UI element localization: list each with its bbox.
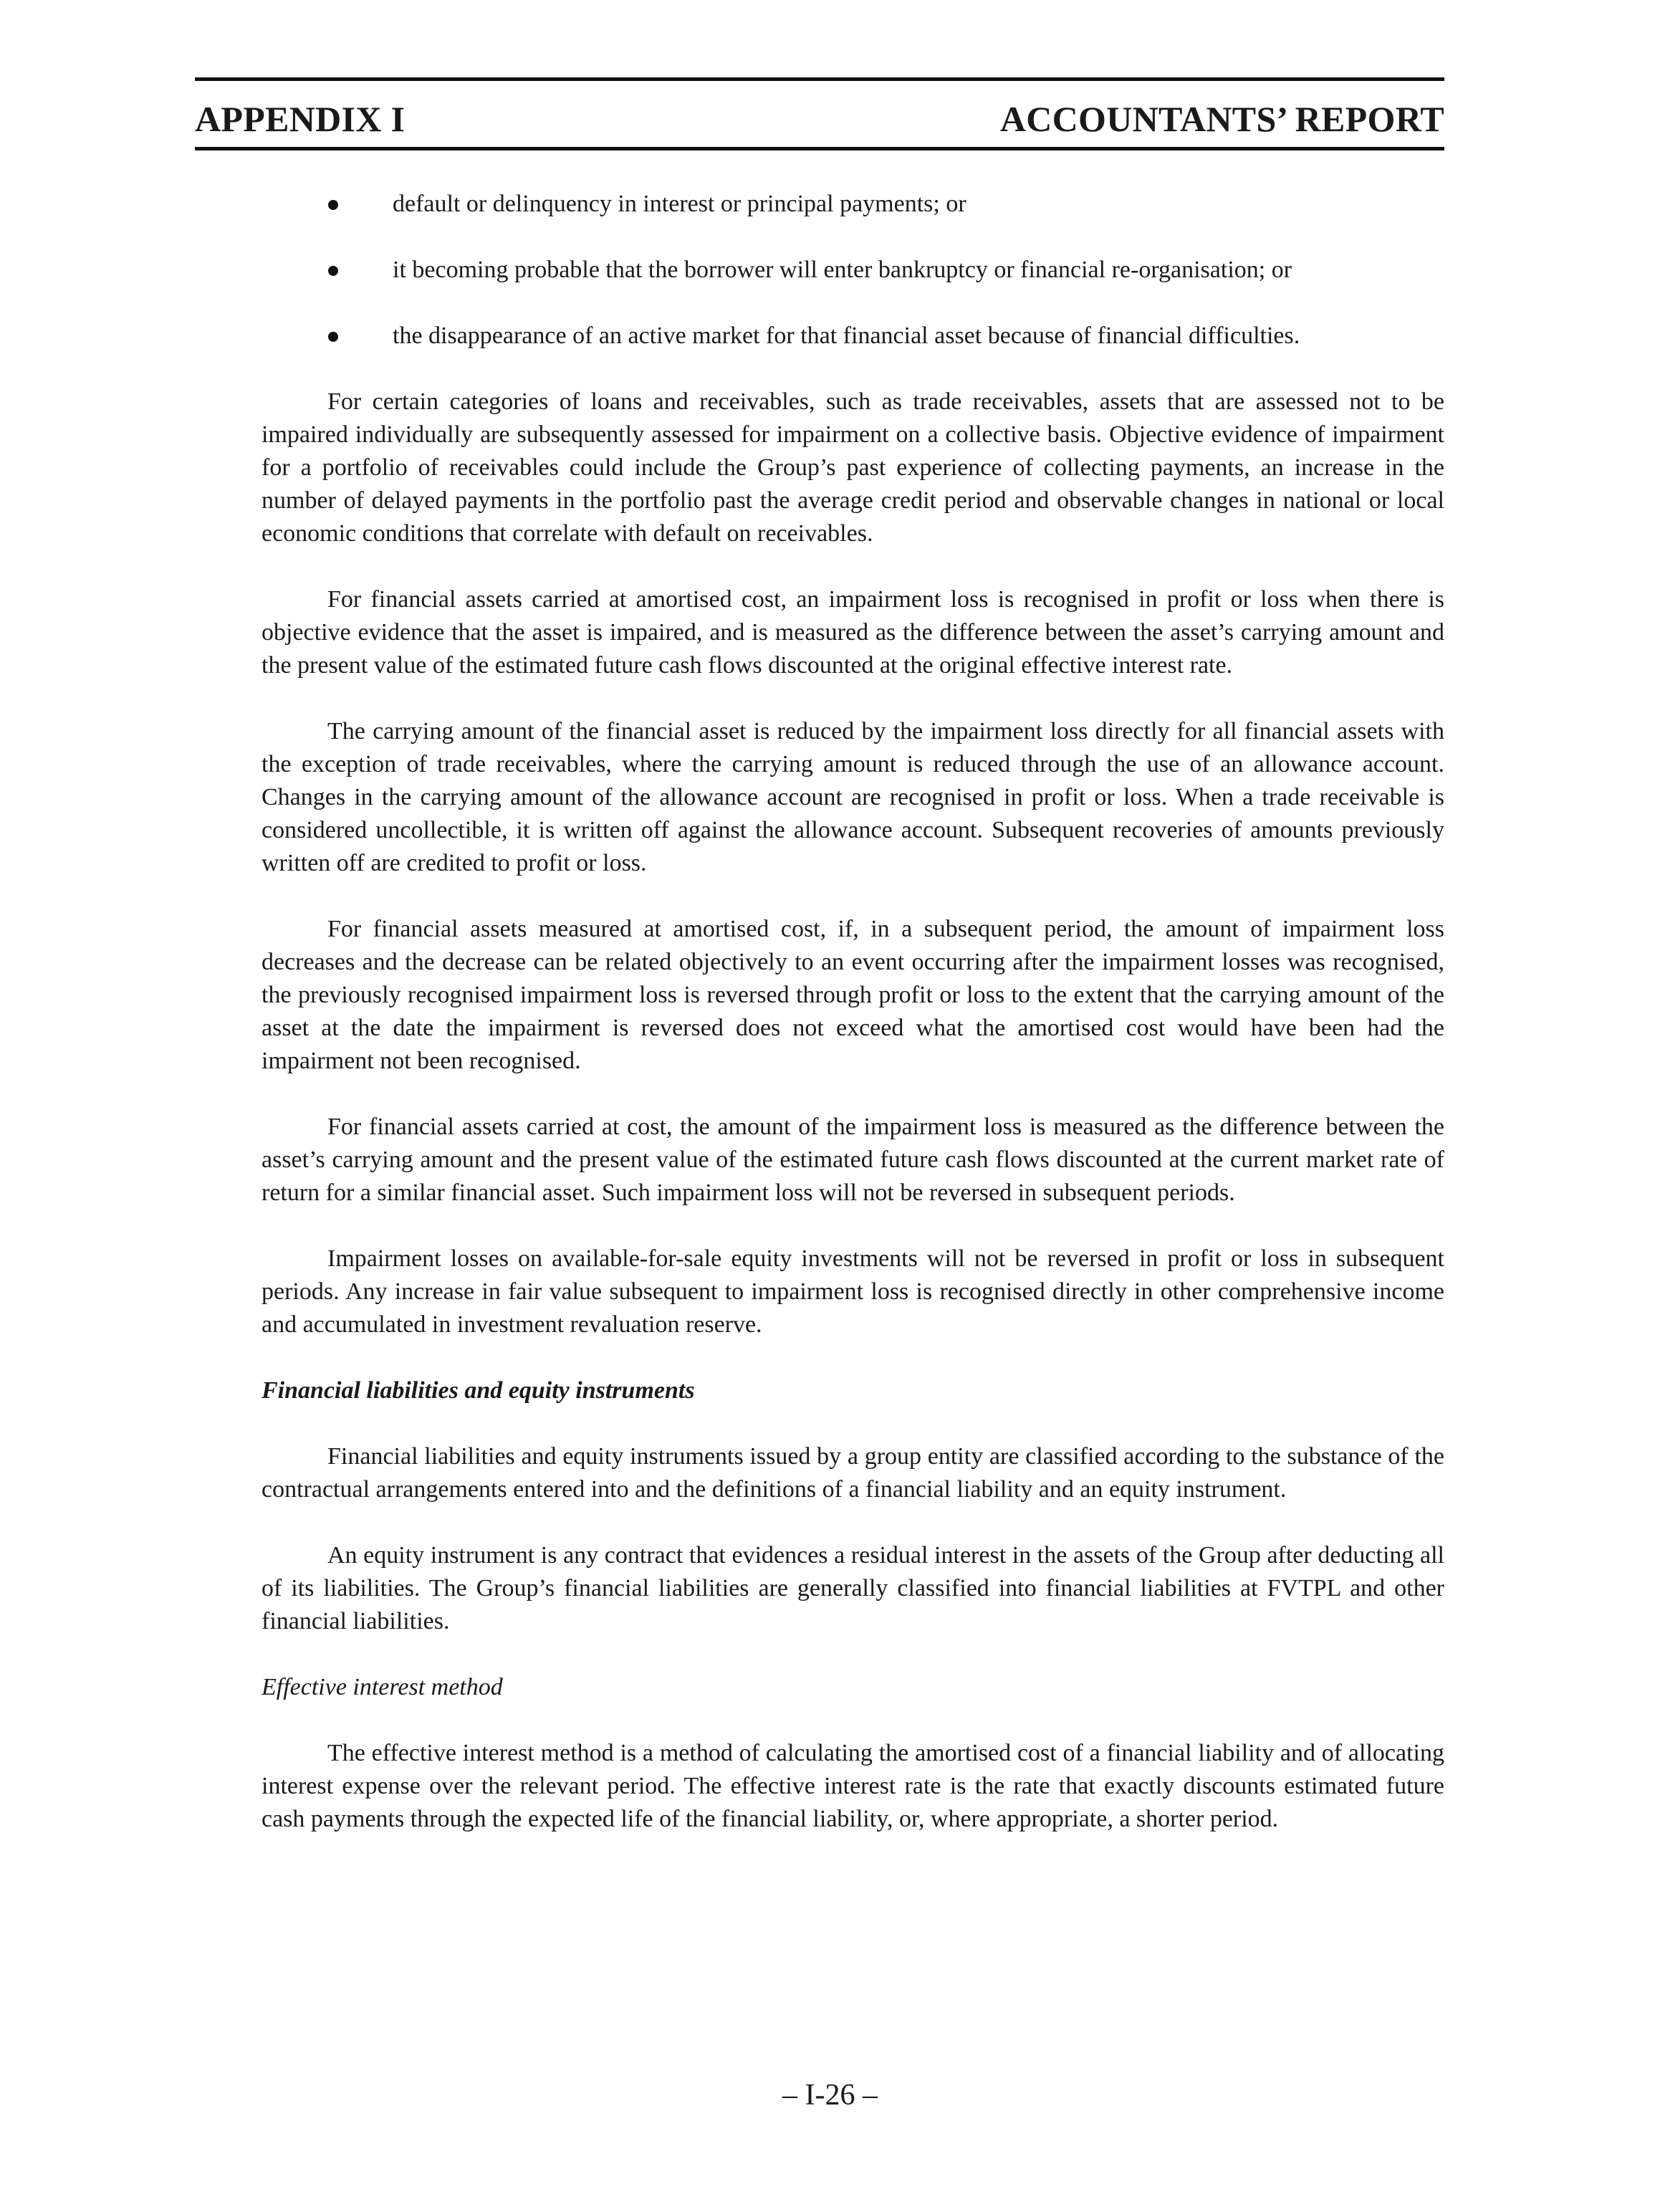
- list-item: [262, 320, 1444, 353]
- page-number: – I-26 –: [782, 2079, 878, 2112]
- appendix-label: APPENDIX I: [195, 99, 406, 139]
- list-item-text: default or delinquency in interest or principal payments; or: [393, 191, 966, 217]
- page-header: [195, 77, 1444, 150]
- paragraph-amortised-cost-impairment: For financial assets carried at amortised cost, an impairment loss is recognised in profit or loss when there is objective evidence that the asset is impaired, and is measured as the difference between the asset’s carrying amount and the present value of the estimated future cash flows discounted at the original effective interest rate.: [262, 586, 1444, 679]
- paragraph-equity-instrument: An equity instrument is any contract that evidences a residual interest in the assets of the Group after deducting all of its liabilities. The Group’s financial liabilities are generally classified into financial liabilities at FVTPL and other financial liabilities.: [262, 1542, 1444, 1634]
- paragraph-effective-interest-method: The effective interest method is a method of calculating the amortised cost of a financial liability and of allocating interest expense over the relevant period. The effective interest rate is the rate that exactly discounts estimated future cash payments through the expected life of the financial liability, or, where appropriate, a shorter period.: [262, 1740, 1444, 1832]
- paragraph-collective-assessment: For certain categories of loans and receivables, such as trade receivables, assets that are assessed not to be impaired individually are subsequently assessed for impairment on a collective basis. Objective evidence of impairment for a portfolio of receivables could include the Group’s past experience of collecting payments, an increase in the number of delayed payments in the portfolio past the average credit period and observable changes in national or local economic conditions that correlate with default on receivables.: [262, 388, 1444, 547]
- bullet-icon: [328, 332, 338, 342]
- report-title: ACCOUNTANTS’ REPORT: [999, 99, 1444, 139]
- header-row: [195, 81, 1444, 140]
- header-bottom-rule: [195, 147, 1444, 150]
- page-body: [262, 188, 1444, 1869]
- paragraph-afs-equity: Impairment losses on available-for-sale equity investments will not be reversed in profit or loss in subsequent periods. Any increase in fair value subsequent to impairment loss is recognised directly in other comprehensive income and accumulated in investment revaluation reserve.: [262, 1245, 1444, 1338]
- bullet-icon: [328, 266, 338, 276]
- bullet-icon: [328, 200, 338, 210]
- list-item-text: it becoming probable that the borrower will enter bankruptcy or financial re-organisation; or: [393, 257, 1292, 283]
- list-item-text: the disappearance of an active market for that financial asset because of financial difficulties.: [393, 322, 1300, 349]
- paragraph-classification: Financial liabilities and equity instruments issued by a group entity are classified according to the substance of the contractual arrangements entered into and the definitions of a financial liability and an equity instrument.: [262, 1443, 1444, 1503]
- paragraph-allowance-account: The carrying amount of the financial asset is reduced by the impairment loss directly for all financial assets with the exception of trade receivables, where the carrying amount is reduced through the use of an allowance account. Changes in the carrying amount of the allowance account are recognised in profit or loss. When a trade receivable is considered uncollectible, it is written off against the allowance account. Subsequent recoveries of amounts previously written off are credited to profit or loss.: [262, 718, 1444, 876]
- section-heading-effective-interest: Effective interest method: [262, 1674, 503, 1700]
- list-item: [262, 254, 1444, 287]
- list-item: [262, 188, 1444, 221]
- section-heading-financial-liabilities: Financial liabilities and equity instruments: [262, 1377, 695, 1404]
- paragraph-impairment-reversal: For financial assets measured at amortised cost, if, in a subsequent period, the amount of impairment loss decreases and the decrease can be related objectively to an event occurring after the impairment losses was recognised, the previously recognised impairment loss is reversed through profit or loss to the extent that the carrying amount of the asset at the date the impairment is reversed does not exceed what the amortised cost would have been had the impairment not been recognised.: [262, 916, 1444, 1074]
- paragraph-assets-at-cost: For financial assets carried at cost, the amount of the impairment loss is measured as the difference between the asset’s carrying amount and the present value of the estimated future cash flows discounted at the current market rate of return for a similar financial asset. Such impairment loss will not be reversed in subsequent periods.: [262, 1114, 1444, 1206]
- impairment-indicator-list: [262, 188, 1444, 353]
